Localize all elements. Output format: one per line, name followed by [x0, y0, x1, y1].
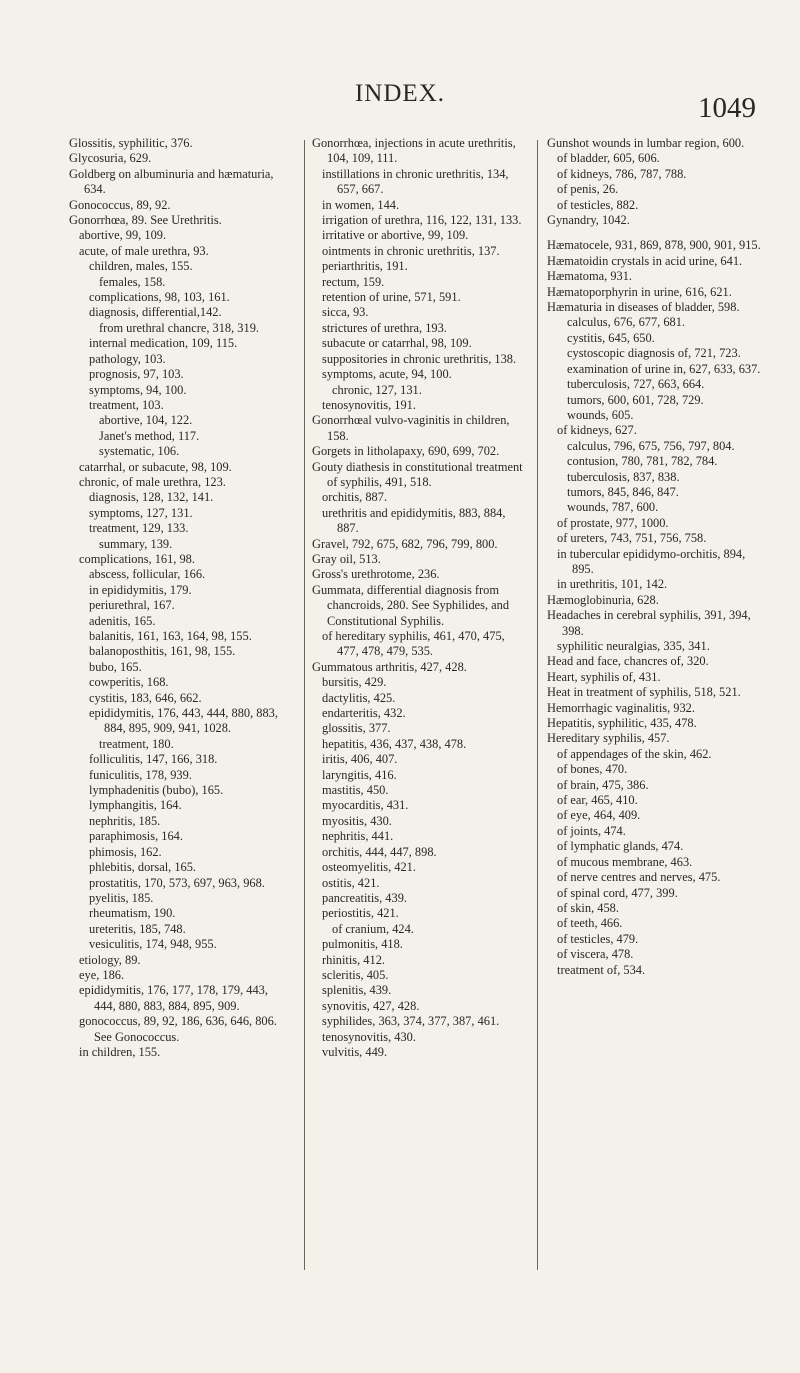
- index-subentry: of appendages of the skin, 462.: [557, 746, 712, 761]
- index-subentry: strictures of urethra, 193.: [322, 320, 447, 335]
- index-entry: Gonorrhœa, 89. See Urethritis.: [69, 213, 222, 228]
- index-entry: Gonorrhœal vulvo-vaginitis in children, 158.: [312, 413, 510, 443]
- index-entry: Hæmatoidin crystals in acid urine, 641.: [547, 253, 743, 268]
- index-entry: Hæmatoporphyrin in urine, 616, 621.: [547, 284, 732, 299]
- index-subentry: endarteritis, 432.: [322, 706, 406, 721]
- index-subentry: orchitis, 444, 447, 898.: [322, 844, 437, 859]
- index-subentry: complications, 161, 98.: [79, 551, 195, 566]
- index-subentry: Janet's method, 117.: [99, 428, 200, 443]
- column-divider: [537, 140, 538, 1270]
- index-entry: Goldberg on albuminuria and hæmaturia, 634.: [69, 166, 274, 197]
- index-entry: Glossitis, syphilitic, 376.: [69, 136, 193, 150]
- index-subentry: treatment, 129, 133.: [89, 521, 189, 536]
- index-subentry: syphilides, 363, 374, 377, 387, 461.: [322, 1014, 500, 1029]
- index-subentry: irrigation of urethra, 116, 122, 131, 133.: [322, 213, 522, 228]
- index-subentry: pyelitis, 185.: [89, 890, 154, 905]
- index-subentry: pulmonitis, 418.: [322, 937, 403, 952]
- index-subentry: periostitis, 421.: [322, 906, 399, 921]
- index-subentry: abscess, follicular, 166.: [89, 567, 206, 582]
- index-subentry: of brain, 475, 386.: [557, 777, 649, 792]
- index-column-3: [547, 136, 767, 978]
- index-subentry: tumors, 845, 846, 847.: [567, 484, 679, 499]
- index-subentry: prostatitis, 170, 573, 697, 963, 968.: [89, 875, 265, 890]
- index-subentry: pathology, 103.: [89, 351, 166, 366]
- index-subentry: myositis, 430.: [322, 813, 392, 828]
- index-entry: Hæmoglobinuria, 628.: [547, 592, 659, 607]
- index-subentry: eye, 186.: [79, 967, 125, 982]
- index-entry: Gonococcus, 89, 92.: [69, 197, 171, 212]
- index-entry: Hæmatocele, 931, 869, 878, 900, 901, 915.: [547, 238, 761, 253]
- index-subentry: phlebitis, dorsal, 165.: [89, 860, 197, 875]
- index-subentry: nephritis, 441.: [322, 829, 394, 844]
- index-subentry: osteomyelitis, 421.: [322, 860, 416, 875]
- index-subentry: prognosis, 97, 103.: [89, 367, 184, 382]
- index-subentry: instillations in chronic urethritis, 134, 657, 667.: [322, 166, 509, 197]
- index-subentry: in tubercular epididymo-orchitis, 894, 895.: [557, 546, 746, 576]
- index-subentry: tenosynovitis, 191.: [322, 397, 416, 412]
- index-subentry: urethritis and epididymitis, 883, 884, 887.: [322, 505, 506, 536]
- index-subentry: from urethral chancre, 318, 319.: [99, 320, 259, 335]
- index-entry: Hepatitis, syphilitic, 435, 478.: [547, 716, 697, 731]
- index-subentry: of cranium, 424.: [332, 921, 414, 936]
- index-subentry: systematic, 106.: [99, 444, 180, 459]
- index-subentry: splenitis, 439.: [322, 983, 392, 998]
- index-subentry: tuberculosis, 837, 838.: [567, 469, 680, 484]
- index-subentry: cystoscopic diagnosis of, 721, 723.: [567, 346, 741, 361]
- index-subentry: synovitis, 427, 428.: [322, 998, 420, 1013]
- index-subentry: abortive, 104, 122.: [99, 413, 193, 428]
- index-entry: Gunshot wounds in lumbar region, 600.: [547, 136, 745, 150]
- index-entry: Headaches in cerebral syphilis, 391, 394, 398.: [547, 608, 751, 638]
- index-subentry: periurethral, 167.: [89, 598, 175, 613]
- index-subentry: of eye, 464, 409.: [557, 808, 641, 823]
- index-subentry: cystitis, 645, 650.: [567, 330, 655, 345]
- index-subentry: of teeth, 466.: [557, 916, 623, 931]
- page-number: 1049: [698, 92, 756, 124]
- index-subentry: of bladder, 605, 606.: [557, 151, 660, 166]
- index-subentry: bursitis, 429.: [322, 675, 387, 690]
- index-subentry: abortive, 99, 109.: [79, 228, 167, 243]
- index-subentry: diagnosis, 128, 132, 141.: [89, 490, 214, 505]
- index-subentry: ostitis, 421.: [322, 875, 380, 890]
- index-subentry: catarrhal, or subacute, 98, 109.: [79, 459, 232, 474]
- index-subentry: wounds, 605.: [567, 407, 634, 422]
- index-subentry: adenitis, 165.: [89, 613, 156, 628]
- index-subentry: cowperitis, 168.: [89, 675, 169, 690]
- index-entry: Gonorrhœa, injections in acute urethritis, 104, 109, 111.: [312, 136, 516, 166]
- index-subentry: etiology, 89.: [79, 952, 141, 967]
- index-subentry: scleritis, 405.: [322, 967, 389, 982]
- index-subentry: gonococcus, 89, 92, 186, 636, 646, 806. See Gonococcus.: [79, 1014, 277, 1044]
- index-subentry: treatment, 180.: [99, 736, 174, 751]
- index-subentry: vulvitis, 449.: [322, 1044, 388, 1059]
- index-column-1: [69, 136, 289, 1060]
- index-subentry: of nerve centres and nerves, 475.: [557, 870, 721, 885]
- index-subentry: calculus, 676, 677, 681.: [567, 315, 686, 330]
- column-divider: [304, 140, 305, 1270]
- index-subentry: of prostate, 977, 1000.: [557, 515, 669, 530]
- index-subentry: symptoms, acute, 94, 100.: [322, 367, 452, 382]
- index-entry: Heat in treatment of syphilis, 518, 521.: [547, 685, 741, 700]
- index-entry: Gynandry, 1042.: [547, 213, 630, 228]
- index-subentry: hepatitis, 436, 437, 438, 478.: [322, 736, 467, 751]
- index-subentry: chronic, 127, 131.: [332, 382, 422, 397]
- index-subentry: periarthritis, 191.: [322, 259, 408, 274]
- index-subentry: of mucous membrane, 463.: [557, 854, 693, 869]
- index-subentry: children, males, 155.: [89, 259, 193, 274]
- index-subentry: of viscera, 478.: [557, 947, 634, 962]
- index-subentry: of ureters, 743, 751, 756, 758.: [557, 531, 707, 546]
- index-entry: Hemorrhagic vaginalitis, 932.: [547, 700, 695, 715]
- index-subentry: pancreatitis, 439.: [322, 890, 407, 905]
- index-entry: Gray oil, 513.: [312, 551, 381, 566]
- index-entry: Gummata, differential diagnosis from chancroids, 280. See Syphilides, and Constitutional Syphilis.: [312, 582, 510, 628]
- index-subentry: lymphadenitis (bubo), 165.: [89, 783, 224, 798]
- index-subentry: wounds, 787, 600.: [567, 500, 659, 515]
- index-subentry: vesiculitis, 174, 948, 955.: [89, 937, 217, 952]
- index-subentry: phimosis, 162.: [89, 844, 162, 859]
- section-gap: [547, 228, 767, 238]
- index-subentry: of testicles, 479.: [557, 931, 639, 946]
- index-subentry: chronic, of male urethra, 123.: [79, 474, 226, 489]
- index-subentry: contusion, 780, 781, 782, 784.: [567, 454, 718, 469]
- index-subentry: myocarditis, 431.: [322, 798, 409, 813]
- index-subentry: rheumatism, 190.: [89, 906, 176, 921]
- index-subentry: sicca, 93.: [322, 305, 369, 320]
- index-subentry: mastitis, 450.: [322, 783, 389, 798]
- index-subentry: rhinitis, 412.: [322, 952, 385, 967]
- index-entry: Gross's urethrotome, 236.: [312, 567, 440, 582]
- index-subentry: in epididymitis, 179.: [89, 582, 192, 597]
- index-subentry: treatment of, 534.: [557, 962, 646, 977]
- index-subentry: subacute or catarrhal, 98, 109.: [322, 336, 472, 351]
- index-subentry: iritis, 406, 407.: [322, 752, 398, 767]
- index-subentry: females, 158.: [99, 274, 166, 289]
- index-subentry: syphilitic neuralgias, 335, 341.: [557, 639, 710, 653]
- index-subentry: tenosynovitis, 430.: [322, 1029, 416, 1044]
- index-entry: Gouty diathesis in constitutional treatment of syphilis, 491, 518.: [312, 459, 523, 489]
- index-subentry: balanoposthitis, 161, 98, 155.: [89, 644, 236, 659]
- index-subentry: laryngitis, 416.: [322, 767, 397, 782]
- index-subentry: suppositories in chronic urethritis, 138.: [322, 351, 517, 366]
- index-subentry: tumors, 600, 601, 728, 729.: [567, 392, 704, 407]
- index-subentry: of spinal cord, 477, 399.: [557, 885, 678, 900]
- index-entry: Hereditary syphilis, 457.: [547, 731, 670, 746]
- index-subentry: bubo, 165.: [89, 659, 142, 674]
- index-entry: Gummatous arthritis, 427, 428.: [312, 659, 467, 674]
- index-subentry: of lymphatic glands, 474.: [557, 839, 684, 854]
- index-subentry: in children, 155.: [79, 1044, 161, 1059]
- index-subentry: nephritis, 185.: [89, 813, 161, 828]
- index-entry: Head and face, chancres of, 320.: [547, 654, 709, 669]
- index-subentry: of kidneys, 786, 787, 788.: [557, 166, 687, 181]
- index-subentry: of kidneys, 627.: [557, 423, 637, 438]
- index-entry: Gorgets in litholapaxy, 690, 699, 702.: [312, 444, 500, 459]
- running-header-title: INDEX.: [354, 80, 445, 107]
- index-subentry: symptoms, 94, 100.: [89, 382, 187, 397]
- index-subentry: ointments in chronic urethritis, 137.: [322, 243, 500, 258]
- index-subentry: of joints, 474.: [557, 823, 626, 838]
- index-subentry: irritative or abortive, 99, 109.: [322, 228, 469, 243]
- index-subentry: calculus, 796, 675, 756, 797, 804.: [567, 438, 735, 453]
- index-column-2: [312, 136, 528, 1060]
- index-subentry: in urethritis, 101, 142.: [557, 577, 668, 592]
- index-subentry: rectum, 159.: [322, 274, 385, 289]
- index-entry: Heart, syphilis of, 431.: [547, 669, 661, 684]
- index-subentry: retention of urine, 571, 591.: [322, 290, 461, 305]
- index-subentry: of hereditary syphilis, 461, 470, 475, 477, 478, 479, 535.: [322, 629, 505, 659]
- index-subentry: of bones, 470.: [557, 762, 628, 777]
- index-subentry: glossitis, 377.: [322, 721, 391, 736]
- index-subentry: diagnosis, differential,142.: [89, 305, 222, 320]
- index-subentry: summary, 139.: [99, 536, 173, 551]
- index-subentry: ureteritis, 185, 748.: [89, 921, 186, 936]
- index-subentry: of penis, 26.: [557, 182, 619, 197]
- index-subentry: symptoms, 127, 131.: [89, 505, 193, 520]
- index-entry: Hæmaturia in diseases of bladder, 598.: [547, 300, 740, 315]
- index-subentry: of ear, 465, 410.: [557, 793, 638, 808]
- index-subentry: in women, 144.: [322, 197, 400, 212]
- index-subentry: of skin, 458.: [557, 900, 619, 915]
- index-entry: Hæmatoma, 931.: [547, 269, 633, 284]
- index-subentry: dactylitis, 425.: [322, 690, 396, 705]
- index-subentry: balanitis, 161, 163, 164, 98, 155.: [89, 629, 252, 643]
- index-subentry: acute, of male urethra, 93.: [79, 243, 209, 258]
- index-subentry: complications, 98, 103, 161.: [89, 290, 230, 305]
- index-subentry: internal medication, 109, 115.: [89, 336, 238, 351]
- index-subentry: examination of urine in, 627, 633, 637.: [567, 361, 761, 376]
- index-subentry: tuberculosis, 727, 663, 664.: [567, 377, 705, 392]
- index-subentry: cystitis, 183, 646, 662.: [89, 690, 202, 705]
- index-entry: Glycosuria, 629.: [69, 151, 152, 166]
- index-subentry: epididymitis, 176, 177, 178, 179, 443, 444, 880, 883, 884, 895, 909.: [79, 983, 268, 1013]
- index-subentry: orchitis, 887.: [322, 490, 388, 505]
- index-subentry: folliculitis, 147, 166, 318.: [89, 752, 218, 767]
- index-subentry: of testicles, 882.: [557, 197, 639, 212]
- index-subentry: lymphangitis, 164.: [89, 798, 182, 813]
- index-subentry: paraphimosis, 164.: [89, 829, 183, 844]
- index-subentry: treatment, 103.: [89, 397, 164, 412]
- index-subentry: funiculitis, 178, 939.: [89, 767, 192, 782]
- index-entry: Gravel, 792, 675, 682, 796, 799, 800.: [312, 536, 498, 551]
- index-subentry: epididymitis, 176, 443, 444, 880, 883, 884, 895, 909, 941, 1028.: [89, 706, 278, 736]
